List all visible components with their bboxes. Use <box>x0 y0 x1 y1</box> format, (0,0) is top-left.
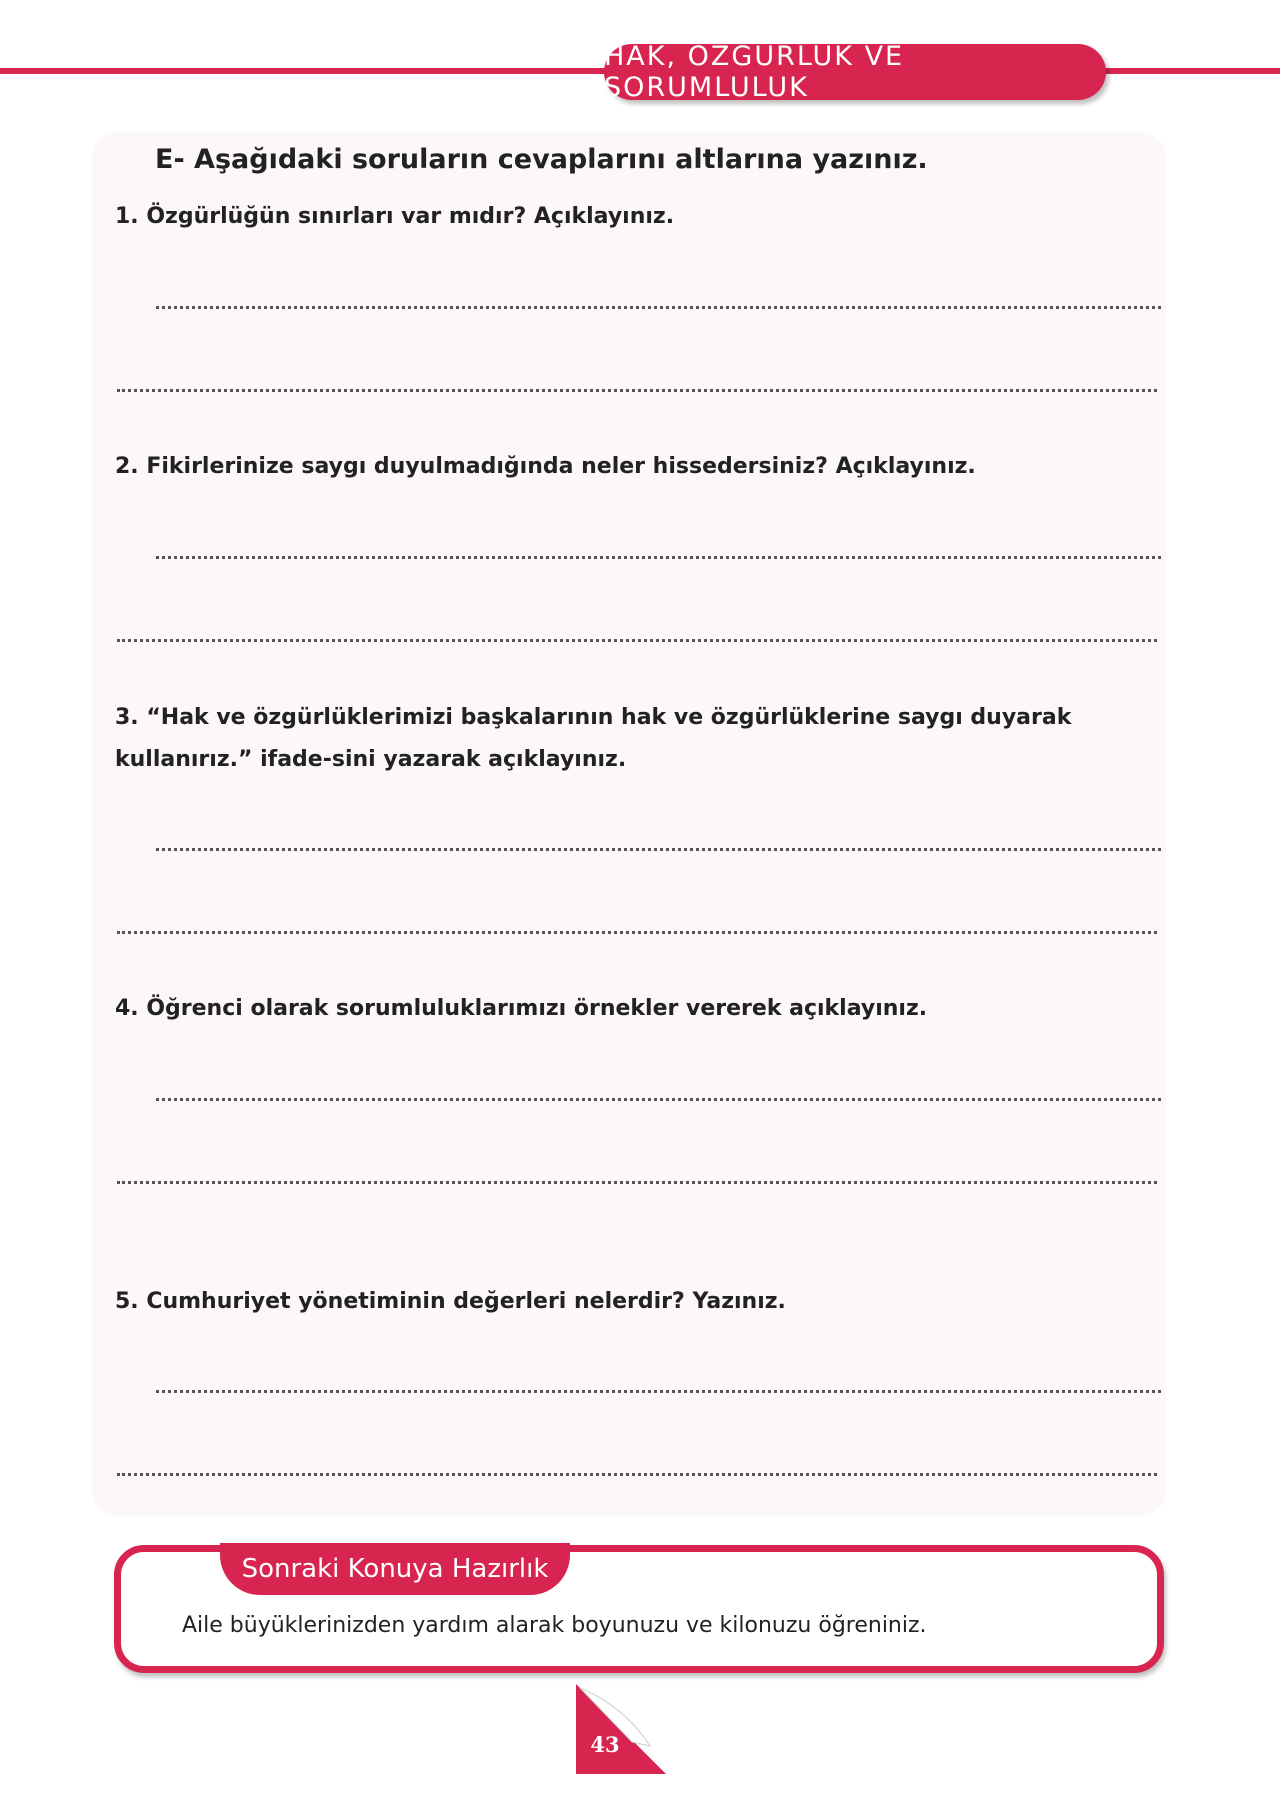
question-4: 4. Öğrenci olarak sorumluluklarımızı örnekler vererek açıklayınız. <box>115 996 928 1021</box>
next-topic-label: Sonraki Konuya Hazırlık <box>220 1543 570 1595</box>
answer-line-2a[interactable] <box>156 556 1161 559</box>
answer-line-2b[interactable] <box>117 639 1157 642</box>
page-number: 43 <box>590 1732 620 1757</box>
answer-line-3b[interactable] <box>117 931 1157 934</box>
answer-line-4b[interactable] <box>117 1181 1157 1184</box>
question-3: 3. “Hak ve özgürlüklerimizi başkalarının hak ve özgürlüklerine saygı duyarak kullanırız.” ifade-sini yazarak açıklayınız. <box>115 705 1072 772</box>
section-title: E- Aşağıdaki soruların cevaplarını altlarına yazınız. <box>155 144 928 175</box>
answer-line-5b[interactable] <box>117 1473 1157 1476</box>
question-1: 1. Özgürlüğün sınırları var mıdır? Açıklayınız. <box>115 204 675 229</box>
question-5: 5. Cumhuriyet yönetiminin değerleri nelerdir? Yazınız. <box>115 1289 786 1314</box>
answer-line-4a[interactable] <box>156 1098 1161 1101</box>
answer-line-1a[interactable] <box>156 306 1161 309</box>
next-topic-text: Aile büyüklerinizden yardım alarak boyunuzu ve kilonuzu öğreniniz. <box>182 1613 927 1638</box>
chapter-title: HAK, ÖZGÜRLÜK VE SORUMLULUK <box>604 44 1106 100</box>
answer-line-5a[interactable] <box>156 1390 1161 1393</box>
answer-line-1b[interactable] <box>117 389 1157 392</box>
answer-line-3a[interactable] <box>156 848 1161 851</box>
page-corner-icon <box>576 1684 666 1774</box>
question-2: 2. Fikirlerinize saygı duyulmadığında neler hissedersiniz? Açıklayınız. <box>115 454 976 479</box>
